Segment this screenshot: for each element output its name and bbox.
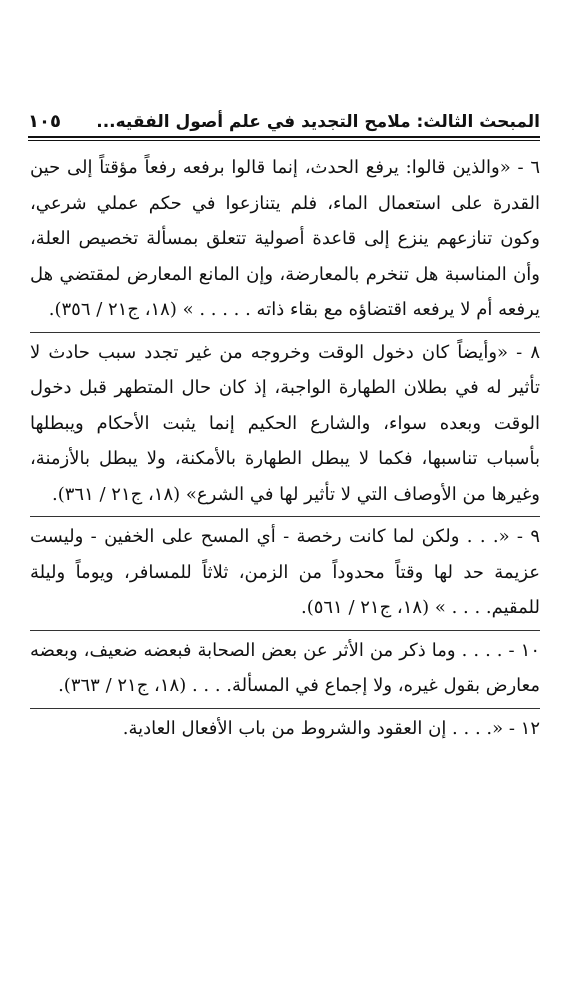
entry-12: ١٢ - «. . . . إن العقود والشروط من باب الأفعال العادية. [122,717,540,739]
page-body [30,150,540,746]
entry-6: ٦ - «والذين قالوا: يرفع الحدث، إنما قالوا برفعه رفعاً مؤقتاً إلى حين القدرة على استعمال الماء، فلم يتنازعوا في حكم عملي شرعي، وكون تنازعهم ينزع إلى قاعدة أصولية تتعلق بمسألة تخصيص العلة، وأن المناسبة هل تنخرم بالمعارضة، وإن المانع المعارض لمقتضي هل يرفعه أم لا يرفعه اقتضاؤه مع بقاء ذاته . . . . . » (١٨، ج٢١ / ٣٥٦). [30,157,540,320]
entry-divider [30,630,540,631]
entry-divider [30,516,540,517]
running-title: المبحث الثالث: ملامح التجديد في علم أصول الفقيه... [96,112,540,132]
entry-divider [30,708,540,709]
page-number: ١٠٥ [28,111,61,132]
running-header [28,100,540,132]
entry-10: ١٠ - . . . . وما ذكر من الأثر عن بعض الصحابة فبعضه ضعيف، وبعضه معارض بقول غيره، ولا إجماع في المسألة. . . . (١٨، ج٢١ / ٣٦٣). [30,639,540,696]
entry-9: ٩ - «. . . ولكن لما كانت رخصة - أي المسح على الخفين - وليست عزيمة حد لها وقتاً محدوداً من الزمن، ثلاثاً للمسافر، ويوماً وليلة للمقيم. . . . » (١٨، ج٢١ / ٥٦١). [30,526,540,618]
entry-divider [30,332,540,333]
entry-8: ٨ - «وأيضاً كان دخول الوقت وخروجه من غير تجدد سبب حادث لا تأثير له في بطلان الطهارة الواجبة، إذ كان حال المتطهر قبل دخول الوقت وبعده سواء، والشارع الحكيم إنما يثبت الأحكام ويبطلها بأسباب تناسبها، فكما لا يبطل الطهارة بالأمكنة، ولا يبطل بالأزمنة، وغيرها من الأوصاف التي لا تأثير لها في الشرع» (١٨، ج٢١ / ٣٦١). [30,341,540,505]
header-rule [28,136,540,141]
